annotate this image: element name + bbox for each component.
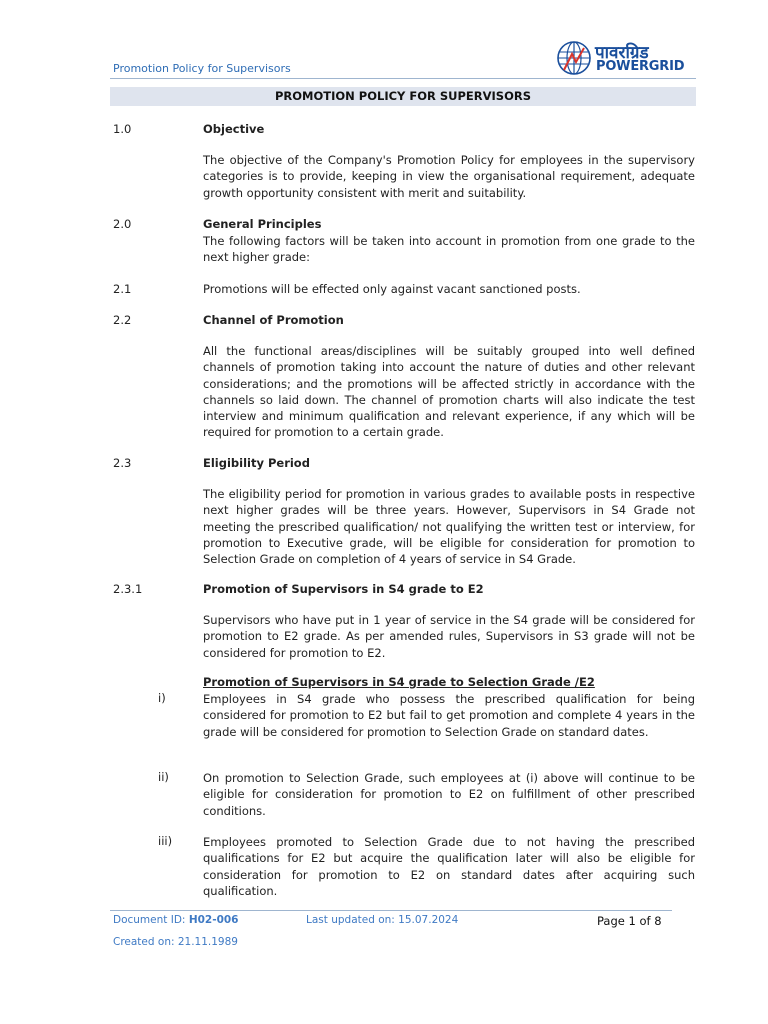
header-rule bbox=[110, 78, 696, 79]
footer-rule bbox=[110, 910, 672, 911]
section-heading-selection-grade: Promotion of Supervisors in S4 grade to Selection Grade /E2 bbox=[203, 675, 595, 689]
section-number: 2.2 bbox=[113, 313, 132, 327]
powergrid-logo bbox=[556, 40, 701, 76]
footer-created-value: 21.11.1989 bbox=[177, 936, 238, 948]
list-item-text: On promotion to Selection Grade, such employees at (i) above will continue to be eligible for consideration for promotion to E2 on fulfillment of other prescribed conditions. bbox=[203, 771, 695, 818]
footer-doc-id-label: Document ID: bbox=[113, 914, 186, 926]
footer-last-updated bbox=[306, 914, 458, 926]
section-heading-s4-to-e2: Promotion of Supervisors in S4 grade to E2 bbox=[203, 582, 484, 596]
section-number: 1.0 bbox=[113, 122, 132, 136]
footer-created-on bbox=[113, 936, 238, 948]
section-number: 2.3.1 bbox=[113, 582, 143, 596]
globe-logo-icon bbox=[556, 40, 592, 76]
logo-english-text: POWERGRID bbox=[596, 59, 685, 74]
footer-page-number: Page 1 of 8 bbox=[597, 914, 662, 928]
section-number: 2.1 bbox=[113, 282, 132, 296]
footer-updated-value: 15.07.2024 bbox=[398, 914, 459, 926]
logo-hindi-text: पावरग्रिड bbox=[595, 43, 649, 63]
section-heading-eligibility-period: Eligibility Period bbox=[203, 456, 310, 470]
header-title: Promotion Policy for Supervisors bbox=[113, 62, 291, 75]
list-item-text: Employees in S4 grade who possess the prescribed qualification for being considered for promotion to E2 but fail to get promotion and complete 4 years in the grade will be considered for promotion to Selection Grade on standard dates. bbox=[203, 692, 695, 739]
list-item-text: Employees promoted to Selection Grade due to not having the prescribed qualifications for E2 but acquire the qualification later will also be eligible for consideration for promotion to E2 on standard dates after acquiring such qualification. bbox=[203, 835, 695, 898]
footer-created-label: Created on: bbox=[113, 936, 175, 948]
section-text-eligibility-period: The eligibility period for promotion in various grades to available posts in respective next higher grades will be three years. However, Supervisors in S4 Grade not meeting the prescribed qualification/ not qualifying the written test or interview, for promotion to Executive grade, will be eligible for consideration for promotion to Selection Grade on completion of 4 years of service in S4 Grade. bbox=[203, 487, 695, 567]
document-title: PROMOTION POLICY FOR SUPERVISORS bbox=[110, 87, 696, 106]
list-item-number: ii) bbox=[158, 770, 169, 784]
section-number: 2.3 bbox=[113, 456, 132, 470]
section-text-objective: The objective of the Company's Promotion Policy for employees in the supervisory categories is to provide, keeping in view the organisational requirement, adequate growth opportunity consistent with merit and suitability. bbox=[203, 153, 695, 200]
list-item-number: i) bbox=[158, 691, 166, 705]
section-text-general-principles: The following factors will be taken into account in promotion from one grade to the next higher grade: bbox=[203, 234, 695, 265]
section-heading-general-principles: General Principles bbox=[203, 217, 322, 231]
section-heading-channel-of-promotion: Channel of Promotion bbox=[203, 313, 344, 327]
footer-document-id bbox=[113, 914, 239, 926]
footer-updated-label: Last updated on: bbox=[306, 914, 395, 926]
section-number: 2.0 bbox=[113, 217, 132, 231]
section-text-channel-of-promotion: All the functional areas/disciplines will be suitably grouped into well defined channels of promotion taking into account the nature of duties and other relevant considerations; and the promotions will be affected strictly in accordance with the channels so laid down. The channel of promotion charts will also indicate the test interview and minimum qualification and relevant experience, if any which will be required for promotion to a certain grade. bbox=[203, 344, 695, 440]
section-text-vacant-posts: Promotions will be effected only against vacant sanctioned posts. bbox=[203, 282, 581, 296]
section-heading-objective: Objective bbox=[203, 122, 265, 136]
list-item-number: iii) bbox=[158, 834, 173, 848]
section-text-s4-to-e2: Supervisors who have put in 1 year of service in the S4 grade will be considered for promotion to E2 grade. As per amended rules, Supervisors in S3 grade will not be considered for promotion to E2. bbox=[203, 613, 695, 660]
footer-doc-id-value: H02-006 bbox=[188, 914, 239, 926]
